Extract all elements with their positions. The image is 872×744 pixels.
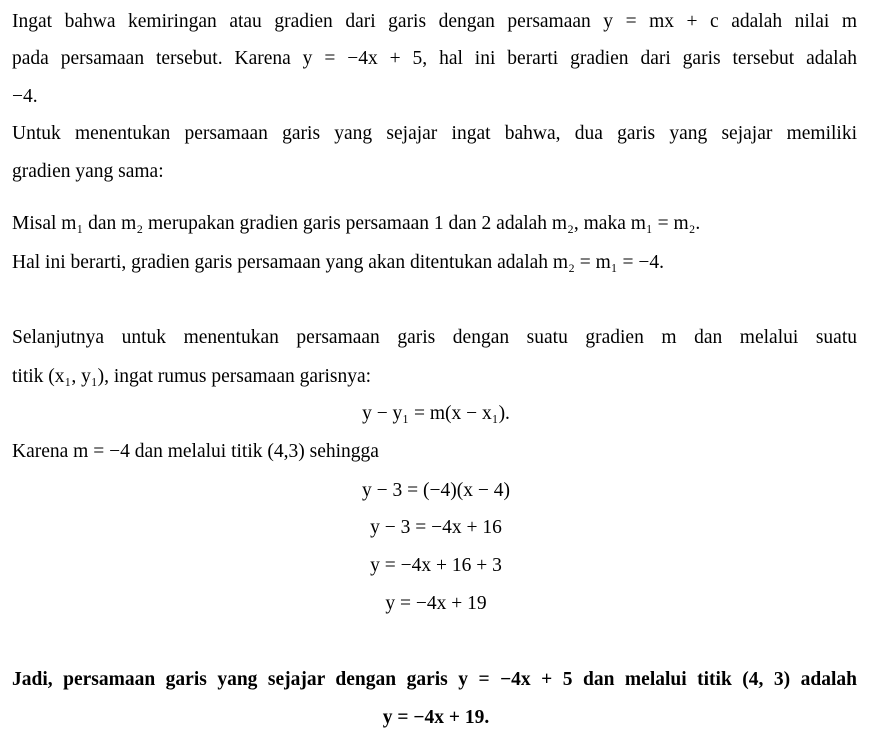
paragraph1-line2: pada persamaan tersebut. Karena y = −4x + 5, hal ini berarti gradien dari garis tersebut adalah xyxy=(12,48,857,69)
paragraph2-line2: gradien yang sama: xyxy=(12,161,164,182)
paragraph4-line1: Selanjutnya untuk menentukan persamaan garis dengan suatu gradien m dan melalui suatu xyxy=(12,327,857,348)
paragraph2-line1: Untuk menentukan persamaan garis yang sejajar ingat bahwa, dua garis yang sejajar memiliki xyxy=(12,123,857,144)
step-equation: y − 3 = (−4)(x − 4) xyxy=(362,480,510,501)
paragraph1-line1: Ingat bahwa kemiringan atau gradien dari garis dengan persamaan y = mx + c adalah nilai m xyxy=(12,11,857,32)
paragraph3-line2: Hal ini berarti, gradien garis persamaan yang akan ditentukan adalah m₂ = m₁ = −4. xyxy=(12,252,664,273)
paragraph1-line3: −4. xyxy=(12,86,38,107)
paragraph5-line1: Karena m = −4 dan melalui titik (4,3) sehingga xyxy=(12,441,379,462)
step-equation: y = −4x + 19 xyxy=(385,593,487,614)
conclusion-answer: y = −4x + 19. xyxy=(382,707,490,728)
step-equation: y = −4x + 16 + 3 xyxy=(370,555,502,576)
line-equation-formula: y − y₁ = m(x − x₁). xyxy=(362,403,510,424)
paragraph3-line1: Misal m₁ dan m₂ merupakan gradien garis persamaan 1 dan 2 adalah m₂, maka m₁ = m₂. xyxy=(12,213,701,234)
step-equation: y − 3 = −4x + 16 xyxy=(370,517,502,538)
paragraph4-line2: titik (x₁, y₁), ingat rumus persamaan garisnya: xyxy=(12,366,372,387)
conclusion-line1: Jadi, persamaan garis yang sejajar dengan garis y = −4x + 5 dan melalui titik (4, 3) adalah xyxy=(12,669,857,690)
